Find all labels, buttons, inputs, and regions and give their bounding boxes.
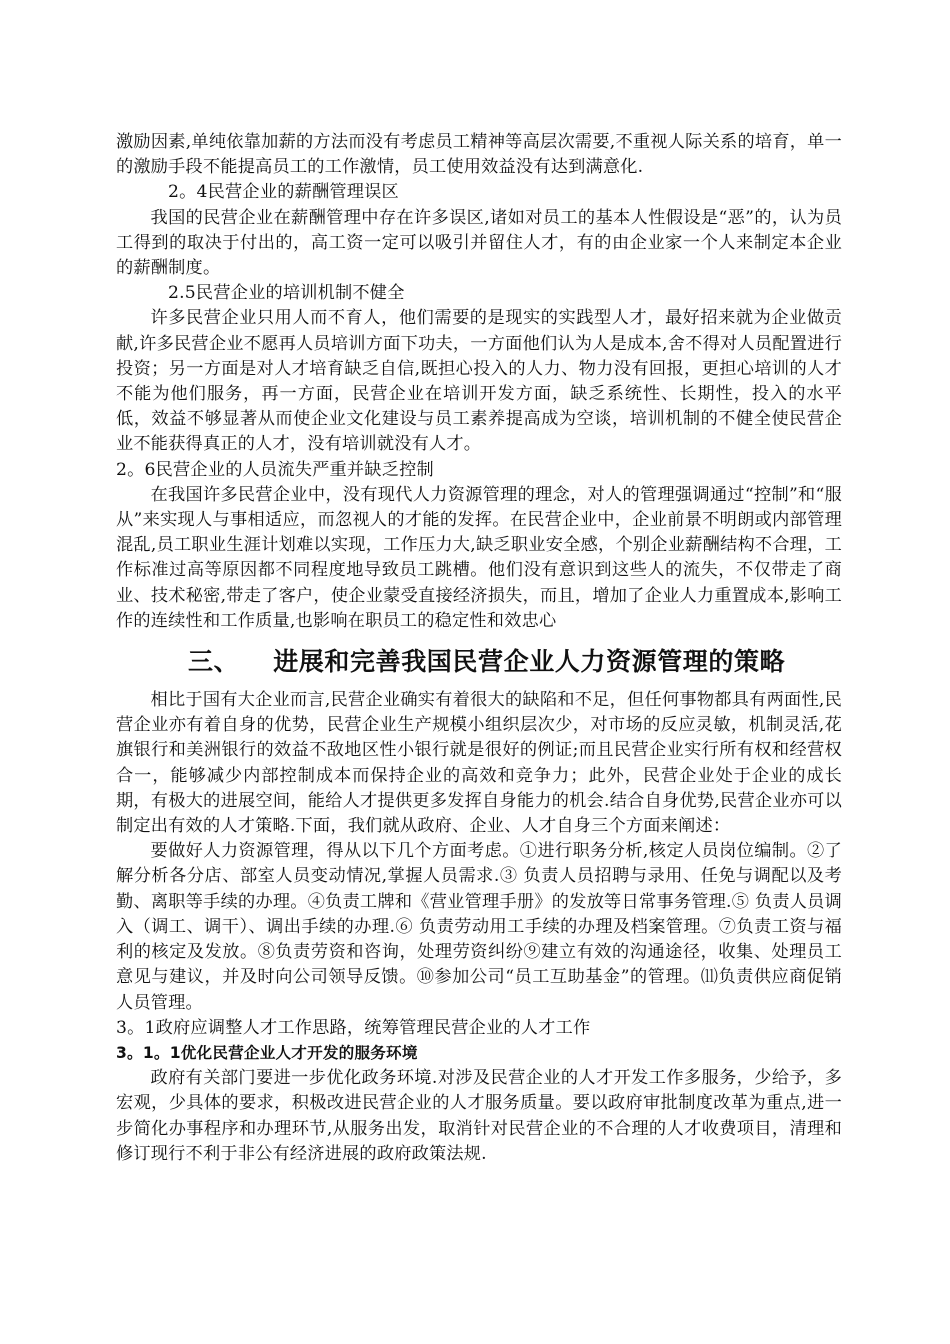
heading-3-1: 3。1政府应调整人才工作思路，统筹管理民营企业的人才工作 bbox=[116, 1017, 591, 1038]
paragraph-3-list: 要做好人力资源管理，得从以下几个方面考虑。①进行职务分析,核定人员岗位编制。②了解分析各分店、部室人员变动情况,掌握人员需求.③ 负责人员招聘与录用、任免与调配以及考勤、离职等手续的办理。④负责工牌和《营业管理手册》的发放等日常事务管理.⑤ 负责人员调入（调工、调干）、调出手续的办理.⑥ 负责劳动用工手续的办理及档案管理。⑦负责工资与福利的核定及发放。⑧负责劳资和咨询，处理劳资纠纷⑨建立有效的沟通途径，收集、处理员工意见与建议，并及时向公司领导反馈。⑩参加公司“员工互助基金”的管理。⑾负责供应商促销人员管理。 bbox=[116, 841, 842, 1013]
section-3-number: 三、 bbox=[188, 647, 240, 677]
paragraph-2-5: 许多民营企业只用人而不育人，他们需要的是现实的实践型人才，最好招来就为企业做贡献,许多民营企业不愿再人员培训方面下功夫，一方面他们认为人是成本,舍不得对人员配置进行投资；另一方面是对人才培育缺乏自信,既担心投入的人力、物力没有回报，更担心培训的人才不能为他们服务，再一方面，民营企业在培训开发方面，缺乏系统性、长期性，投入的水平低，效益不够显著从而使企业文化建设与员工素养提高成为空谈，培训机制的不健全使民营企业不能获得真正的人才，没有培训就没有人才。 bbox=[116, 308, 842, 455]
paragraph-3-1-1: 政府有关部门要进一步优化政务环境.对涉及民营企业的人才开发工作多服务，少给予，多宏观，少具体的要求，积极改进民营企业的人才服务质量。要以政府审批制度改革为重点,进一步简化办事程序和办理环节,从服务出发，取消针对民营企业的不合理的人才收费项目，清理和修订现行不利于非公有经济进展的政府政策法规. bbox=[116, 1068, 842, 1164]
section-3-title bbox=[116, 647, 842, 677]
paragraph-3-intro: 相比于国有大企业而言,民营企业确实有着很大的缺陷和不足，但任何事物都具有两面性,民营企业亦有着自身的优势，民营企业生产规模小组织层次少，对市场的反应灵敏，机制灵活,花旗银行和美洲银行的效益不敌地区性小银行就是很好的例证;而且民营企业实行所有权和经营权合一，能够减少内部控制成本而保持企业的高效和竞争力；此外，民营企业处于企业的成长期，有极大的进展空间，能给人才提供更多发挥自身能力的机会.结合自身优势,民营企业亦可以制定出有效的人才策略.下面，我们就从政府、企业、人才自身三个方面来阐述： bbox=[116, 690, 842, 837]
heading-2-5: 2.5民营企业的培训机制不健全 bbox=[168, 283, 405, 304]
paragraph-2-4: 我国的民营企业在薪酬管理中存在许多误区,诸如对员工的基本人性假设是“恶”的，认为员工得到的取决于付出的，高工资一定可以吸引并留住人才，有的由企业家一个人来制定本企业的薪酬制度。 bbox=[116, 207, 842, 279]
heading-2-6: 2。6民营企业的人员流失严重并缺乏控制 bbox=[116, 459, 434, 480]
paragraph-2-6: 在我国许多民营企业中，没有现代人力资源管理的理念，对人的管理强调通过“控制”和“服从”来实现人与事相适应，而忽视人的才能的发挥。在民营企业中，企业前景不明朗或内部管理混乱,员工职业生涯计划难以实现，工作压力大,缺乏职业安全感，个别企业薪酬结构不合理，工作标准过高等原因都不同程度地导致员工跳槽。他们没有意识到这些人的流失，不仅带走了商业、技术秘密,带走了客户，使企业蒙受直接经济损失，而且，增加了企业人力重置成本,影响工作的连续性和工作质量,也影响在职员工的稳定性和效忠心 bbox=[116, 484, 842, 631]
section-3-title-text: 进展和完善我国民营企业人力资源管理的策略 bbox=[273, 647, 786, 677]
heading-3-1-1: 3。1。1优化民营企业人才开发的服务环境 bbox=[116, 1043, 418, 1062]
heading-2-4: 2。4民营企业的薪酬管理误区 bbox=[168, 182, 399, 203]
paragraph-continued: 激励因素,单纯依靠加薪的方法而没有考虑员工精神等高层次需要,不重视人际关系的培育，单一的激励手段不能提高员工的工作激情，员工使用效益没有达到满意化. bbox=[116, 132, 842, 178]
document-body bbox=[116, 130, 842, 1167]
